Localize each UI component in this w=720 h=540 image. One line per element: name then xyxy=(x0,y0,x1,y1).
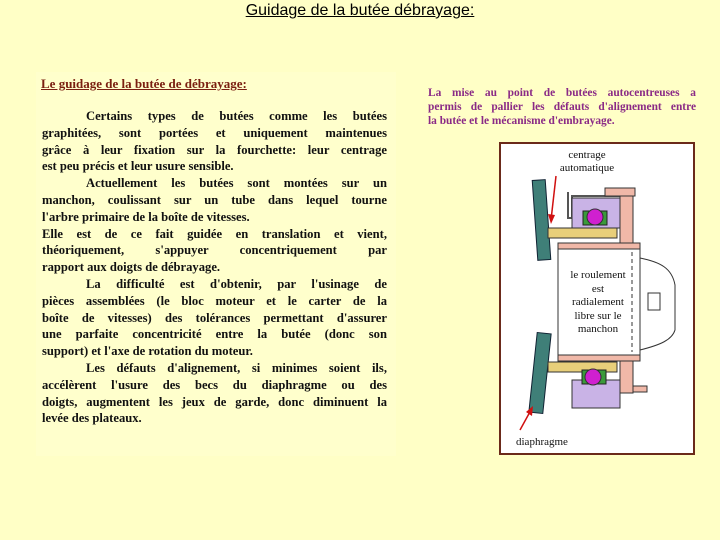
label-automatique: automatique xyxy=(559,162,615,174)
slide-title: Guidage de la butée débrayage: xyxy=(245,2,475,19)
body-line: rapport aux doigts de débrayage. xyxy=(42,260,221,275)
sleeve-upper xyxy=(548,228,617,238)
body-line: Les défauts d'alignement, si minimes soient ils, xyxy=(86,360,387,375)
body-line: La difficulté est d'obtenir, par l'usinage de xyxy=(86,276,387,291)
body-line: est peu précis et leur usure sensible. xyxy=(42,159,234,174)
label-centrage: centrage xyxy=(568,149,606,161)
caption-line: La mise au point de butées autocentreuses a xyxy=(428,87,696,99)
label-roulement: radialement xyxy=(572,296,624,308)
caption-line: permis de pallier les défauts d'alignement entre xyxy=(428,101,696,113)
body-line: une parfaite concentricité entre la butée (donc son xyxy=(42,327,387,342)
body-line: grâce à leur fixation sur la fourchette: leur centrage xyxy=(42,142,387,157)
label-diaphragme: diaphragme xyxy=(516,436,568,448)
bearing-ball-lower xyxy=(585,369,601,385)
body-line: Elle est de ce fait guidée en translation et vient, xyxy=(42,226,387,241)
body-line: graphitées, sont portées et uniquement maintenues xyxy=(42,125,387,140)
label-roulement: libre sur le xyxy=(574,310,622,322)
label-roulement: est xyxy=(591,283,605,295)
body-line: Actuellement les butées sont montées sur un xyxy=(86,176,387,191)
body-line: pièces assemblées (le bloc moteur et le carter de la xyxy=(42,293,387,308)
body-line: accélèrent l'usure des becs du diaphragme ou des xyxy=(42,377,387,392)
body-line: doigts, augmentent les jeux de garde, donc diminuent la xyxy=(42,394,387,409)
bearing-ball-upper xyxy=(587,209,603,225)
label-roulement: manchon xyxy=(577,323,619,335)
body-line: théoriquement, s'appuyer concentriquement par xyxy=(42,243,387,258)
body-line: boîte de vitesses) des tolérances permettant d'assurer xyxy=(42,310,387,325)
body-line: manchon, coulissant sur un tube dans lequel tourne xyxy=(42,192,387,207)
label-roulement: le roulement xyxy=(570,269,626,281)
caption-line: la butée et le mécanisme d'embrayage. xyxy=(428,115,615,127)
body-line: l'arbre primaire de la boîte de vitesses. xyxy=(42,209,250,224)
body-line: support) et l'axe de rotation du moteur. xyxy=(42,344,253,359)
body-line: levée des plateaux. xyxy=(42,411,142,426)
body-line: Certains types de butées comme les butées xyxy=(86,109,387,123)
panel-heading: Le guidage de la butée de débrayage: xyxy=(41,76,247,91)
